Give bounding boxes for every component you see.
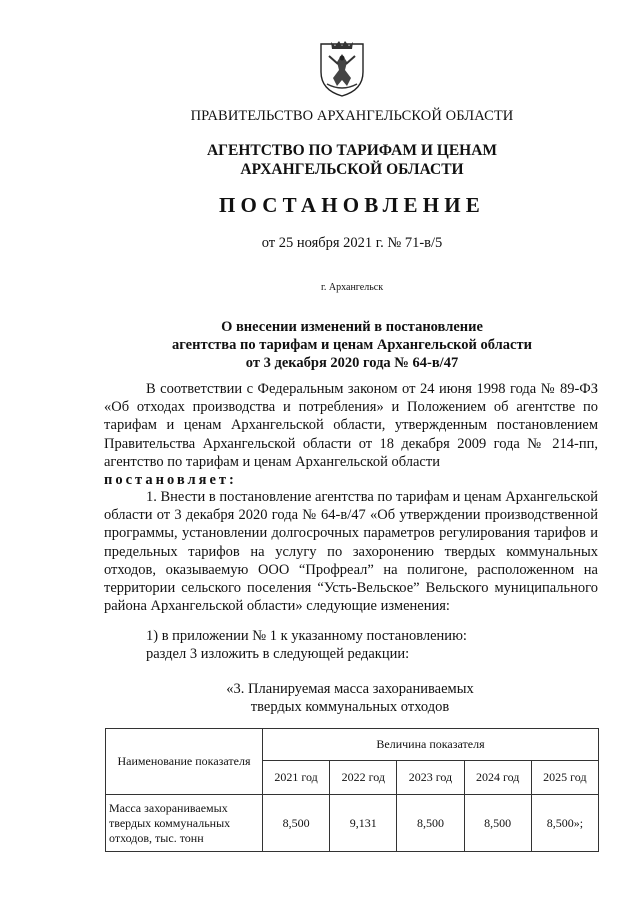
agency-title-line2: АРХАНГЕЛЬСКОЙ ОБЛАСТИ [240,161,464,178]
subject-line2: агентства по тарифам и ценам Архангельской области [172,337,532,353]
waste-mass-table [105,728,599,852]
row-label: Масса захораниваемых твердых коммунальных отходов, тыс. тонн [106,795,263,852]
document-date-number: от 25 ноября 2021 г. № 71-в/5 [261,235,443,251]
table-header-row [106,729,599,761]
preamble-paragraph [104,380,598,489]
table-cell: 9,131 [330,795,397,852]
table-row [106,795,599,852]
section-title-line2: твердых коммунальных отходов [250,699,450,715]
year-header: 2025 год [531,761,598,795]
subitem-instruction: раздел 3 изложить в следующей редакции: [146,646,410,662]
section-title-line1: «3. Планируемая масса захораниваемых [226,681,474,697]
year-header: 2022 год [330,761,397,795]
section-title [0,680,640,716]
year-header: 2024 год [464,761,531,795]
decree-word: постановляет: [104,472,237,489]
column-header-name: Наименование показателя [106,729,263,795]
document-city: г. Архангельск [320,282,384,293]
year-header: 2023 год [397,761,464,795]
coat-of-arms-icon [317,40,367,98]
subject-line3: от 3 декабря 2020 года № 64-в/47 [245,355,459,371]
table-cell: 8,500 [464,795,531,852]
table-cell: 8,500»; [531,795,598,852]
year-header: 2021 год [263,761,330,795]
subitem-1: 1) в приложении № 1 к указанному постановлению: [146,628,467,644]
item-1-paragraph: 1. Внести в постановление агентства по тарифам и ценам Архангельской области от 3 декабря 2020 года № 64-в/47 «Об утверждении производственной программы, установлении долгосрочных параметров регулирования тарифов и предельных тарифов на услугу по захоронению твердых коммунальных отходов, оказываемую ООО “Профреал” на полигоне, расположенном на территории сельского поселения “Усть-Вельское” Вельского муниципального района Архангельской области» следующие изменения: [104,489,598,615]
agency-title-line1: АГЕНТСТВО ПО ТАРИФАМ И ЦЕНАМ [206,142,498,159]
table-cell: 8,500 [397,795,464,852]
agency-title [0,141,640,179]
document-subject [0,318,640,372]
preamble-text: В соответствии с Федеральным законом от 24 июня 1998 года № 89-ФЗ «Об отходах производства и потребления» и Положением об агентстве по тарифам и ценам Архангельской области, утвержденным постановлением Правительства Архангельской области от 18 декабря 2009 года № 214-пп, агентство по тарифам и ценам Архангельской области [104,381,598,470]
document-type: ПОСТАНОВЛЕНИЕ [218,193,486,217]
table-cell: 8,500 [263,795,330,852]
subject-line1: О внесении изменений в постановление [221,319,483,335]
column-header-value: Величина показателя [263,729,599,761]
government-title: ПРАВИТЕЛЬСТВО АРХАНГЕЛЬСКОЙ ОБЛАСТИ [190,108,514,124]
